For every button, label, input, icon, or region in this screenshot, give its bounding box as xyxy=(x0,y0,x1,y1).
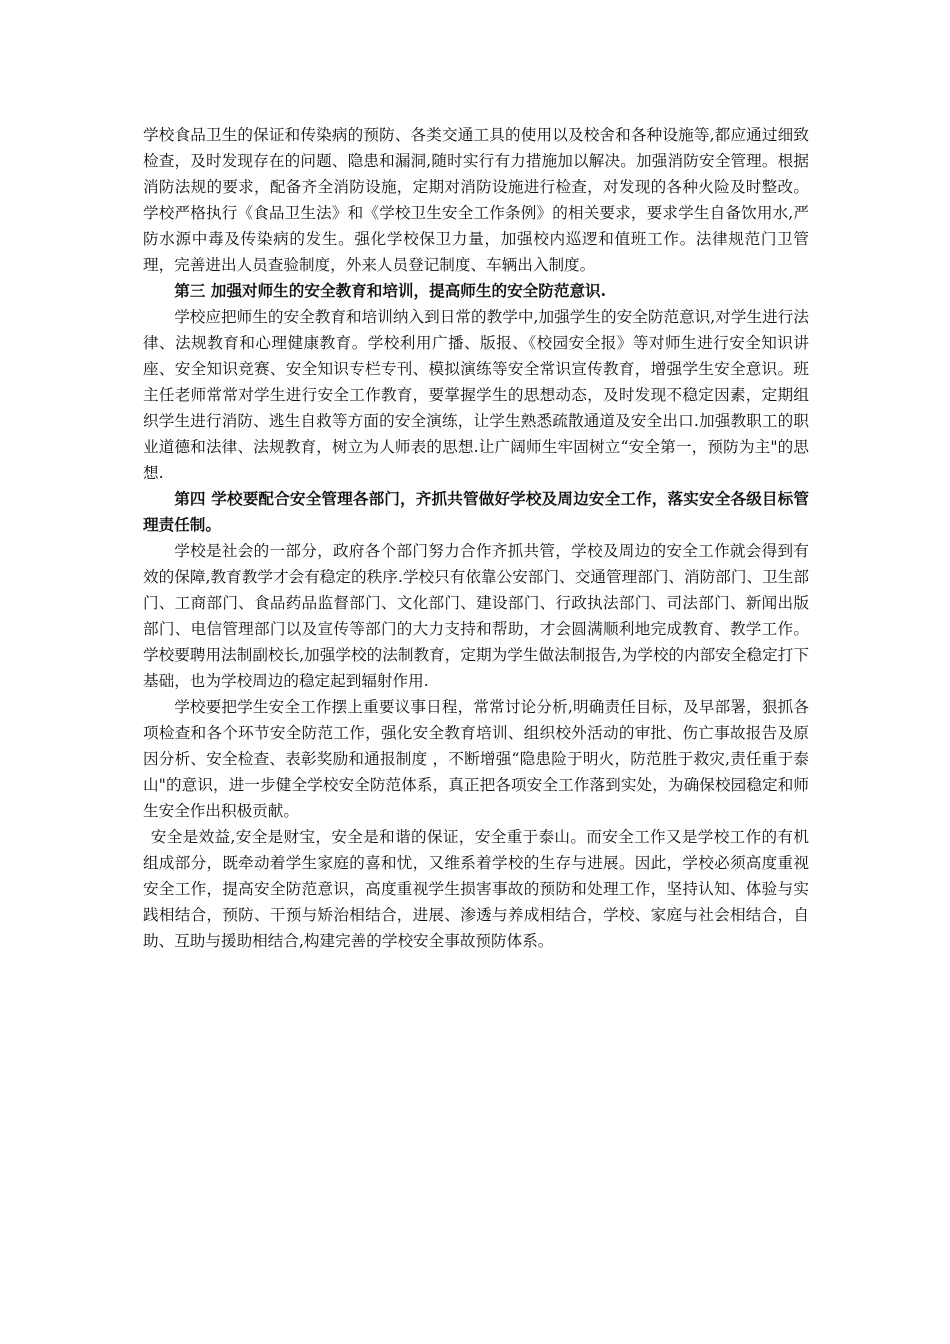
section-heading-3: 第三 加强对师生的安全教育和培训，提高师生的安全防范意识. xyxy=(174,281,607,300)
document-page xyxy=(143,122,809,954)
paragraph-safety-education: 学校应把师生的安全教育和培训纳入到日常的教学中,加强学生的安全防范意识,对学生进行法律、法规教育和心理健康教育。学校利用广播、版报、《校园安全报》等对师生进行安全知识讲座、安全知识竞赛、安全知识专栏专刊、模拟演练等安全常识宣传教育，增强学生安全意识。班主任老师常常对学生进行安全工作教育，要掌握学生的思想动态，及时发现不稳定因素，定期组织学生进行消防、逃生自救等方面的安全演练，让学生熟悉疏散通道及安全出口.加强教职工的职业道德和法律、法规教育，树立为人师表的思想.让广阔师生牢固树立“安全第一，预防为主"的思想. xyxy=(143,308,809,482)
section-heading-4: 第四 学校要配合安全管理各部门，齐抓共管做好学校及周边安全工作，落实安全各级目标管理责任制。 xyxy=(143,489,809,534)
paragraph-facility-inspection: 学校食品卫生的保证和传染病的预防、各类交通工具的使用以及校舍和各种设施等,都应通过细致检查，及时发现存在的问题、隐患和漏洞,随时实行有力措施加以解决。加强消防安全管理。根据消防法规的要求，配备齐全消防设施，定期对消防设施进行检查，对发现的各种火险及时整改。学校严格执行《食品卫生法》和《学校卫生安全工作条例》的相关要求，要求学生自备饮用水,严防水源中毒及传染病的发生。强化学校保卫力量，加强校内巡逻和值班工作。法律规范门卫管理，完善进出人员查验制度，外来人员登记制度、车辆出入制度。 xyxy=(143,126,809,274)
paragraph-conclusion: 安全是效益,安全是财宝，安全是和谐的保证，安全重于泰山。而安全工作又是学校工作的有机组成部分，既牵动着学生家庭的喜和忧，又维系着学校的生存与进展。因此，学校必须高度重视安全工作，提高安全防范意识，高度重视学生损害事故的预防和处理工作，坚持认知、体验与实践相结合，预防、干预与矫治相结合，进展、渗透与养成相结合，学校、家庭与社会相结合，自助、互助与援助相结合,构建完善的学校安全事故预防体系。 xyxy=(143,828,809,950)
paragraph-work-agenda: 学校要把学生安全工作摆上重要议事日程，常常讨论分析,明确责任目标，及早部署，狠抓各项检查和各个环节安全防范工作，强化安全教育培训、组织校外活动的审批、伤亡事故报告及原因分析、安全检查、表彰奖励和通报制度 ，不断增强“隐患险于明火，防范胜于救灾,责任重于泰山"的意识，进一步健全学校安全防范体系，真正把各项安全工作落到实处，为确保校园稳定和师生安全作出积极贡献。 xyxy=(143,698,809,820)
paragraph-department-cooperation: 学校是社会的一部分，政府各个部门努力合作齐抓共管，学校及周边的安全工作就会得到有效的保障,教育教学才会有稳定的秩序.学校只有依靠公安部门、交通管理部门、消防部门、卫生部门、工商部门、食品药品监督部门、文化部门、建设部门、行政执法部门、司法部门、新闻出版部门、电信管理部门以及宣传等部门的大力支持和帮助，才会圆满顺利地完成教育、教学工作。学校要聘用法制副校长,加强学校的法制教育，定期为学生做法制报告,为学校的内部安全稳定打下基础，也为学校周边的稳定起到辐射作用. xyxy=(143,542,809,690)
